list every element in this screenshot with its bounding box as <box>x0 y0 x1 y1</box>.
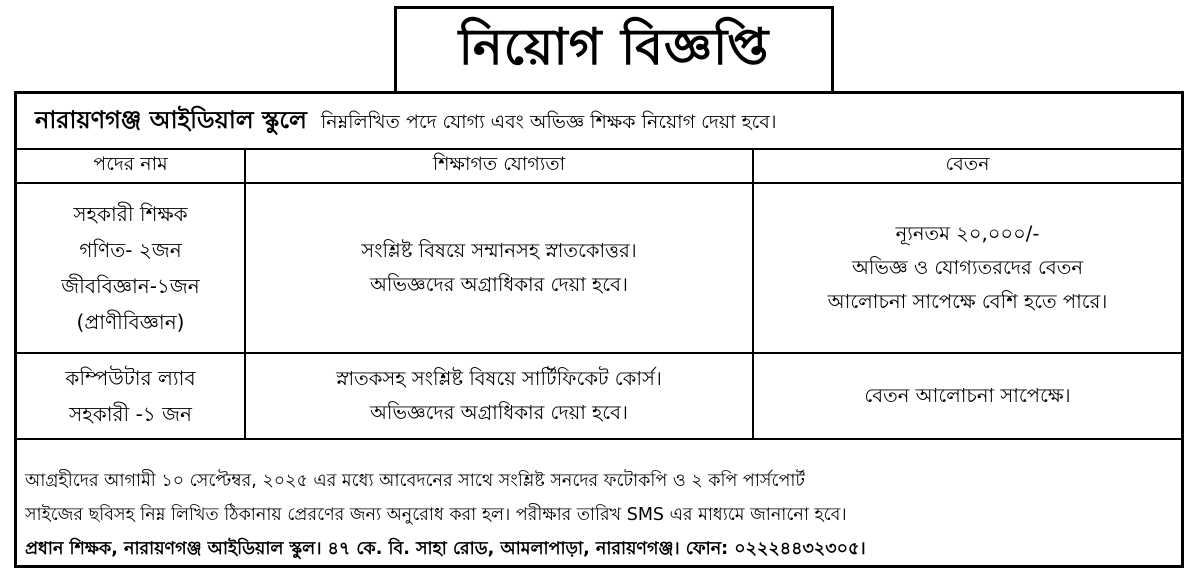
qualification-line: সংশ্লিষ্ট বিষয়ে সম্মানসহ স্নাতকোত্তর। <box>361 239 637 262</box>
qualification-line: স্নাতকসহ সংশ্লিষ্ট বিষয়ে সার্টিফিকেট কোর্স। <box>336 367 662 390</box>
post-cell <box>17 353 245 439</box>
post-line: (প্রাণীবিজ্ঞান) <box>76 310 185 334</box>
salary-line: আলোচনা সাপেক্ষে বেশি হতে পারে। <box>827 290 1108 313</box>
salary-line: বেতন আলোচনা সাপেক্ষে। <box>864 384 1071 407</box>
vacancy-table <box>17 148 1181 440</box>
table-header-row <box>17 149 1181 183</box>
column-header-salary: বেতন <box>753 149 1181 183</box>
salary-line: ন্যূনতম ২০,০০০/- <box>895 222 1040 245</box>
salary-line: অভিজ্ঞ ও যোগ্যতরদের বেতন <box>851 256 1084 279</box>
table-row <box>17 183 1181 353</box>
post-line: জীববিজ্ঞান-১জন <box>61 274 200 298</box>
title-box <box>394 6 834 94</box>
post-cell <box>17 183 245 353</box>
job-circular <box>14 6 1184 568</box>
intro-text: নিম্নলিখিত পদে যোগ্য এবং অভিজ্ঞ শিক্ষক নিয়োগ দেয়া হবে। <box>320 111 777 133</box>
qualification-line: অভিজ্ঞদের অগ্রাধিকার দেয়া হবে। <box>370 273 628 296</box>
post-line: সহকারী -১ জন <box>69 402 192 426</box>
qualification-line: অভিজ্ঞদের অগ্রাধিকার দেয়া হবে। <box>370 401 628 424</box>
post-line: কম্পিউটার ল্যাব <box>65 366 196 390</box>
qualification-cell <box>245 353 753 439</box>
page-title: নিয়োগ বিজ্ঞপ্তি <box>458 17 770 76</box>
column-header-qualification: শিক্ষাগত যোগ্যতা <box>245 149 753 183</box>
qualification-cell <box>245 183 753 353</box>
school-name: নারায়ণগঞ্জ আইডিয়াল স্কুলে <box>35 105 307 134</box>
contact-line: প্রধান শিক্ষক, নারায়ণগঞ্জ আইডিয়াল স্কুল। ৪৭ কে. বি. সাহা রোড, আমলাপাড়া, নারায়ণগঞ্জ। ফোন: ০২২২৪৪৩২৩০৫। <box>25 539 866 559</box>
post-line: সহকারী শিক্ষক <box>73 202 188 226</box>
intro-line <box>35 102 1175 138</box>
instruction-line: সাইজের ছবিসহ নিম্ন লিখিত ঠিকানায় প্রেরণের জন্য অনুরোধ করা হল। পরীক্ষার তারিখ SMS এর মাধ্যমে জানানো হবে। <box>25 505 847 525</box>
notice-frame <box>14 91 1184 568</box>
column-header-post: পদের নাম <box>17 149 245 183</box>
table-row <box>17 353 1181 439</box>
application-instructions <box>25 464 1175 566</box>
instruction-line: আগ্রহীদের আগামী ১০ সেপ্টেম্বর, ২০২৫ এর মধ্যে আবেদনের সাথে সংশ্লিষ্ট সনদের ফটোকপি ও ২ কপি পার্সপোর্ট <box>25 471 805 491</box>
salary-cell <box>753 353 1181 439</box>
salary-cell <box>753 183 1181 353</box>
post-line: গণিত- ২জন <box>79 238 182 262</box>
